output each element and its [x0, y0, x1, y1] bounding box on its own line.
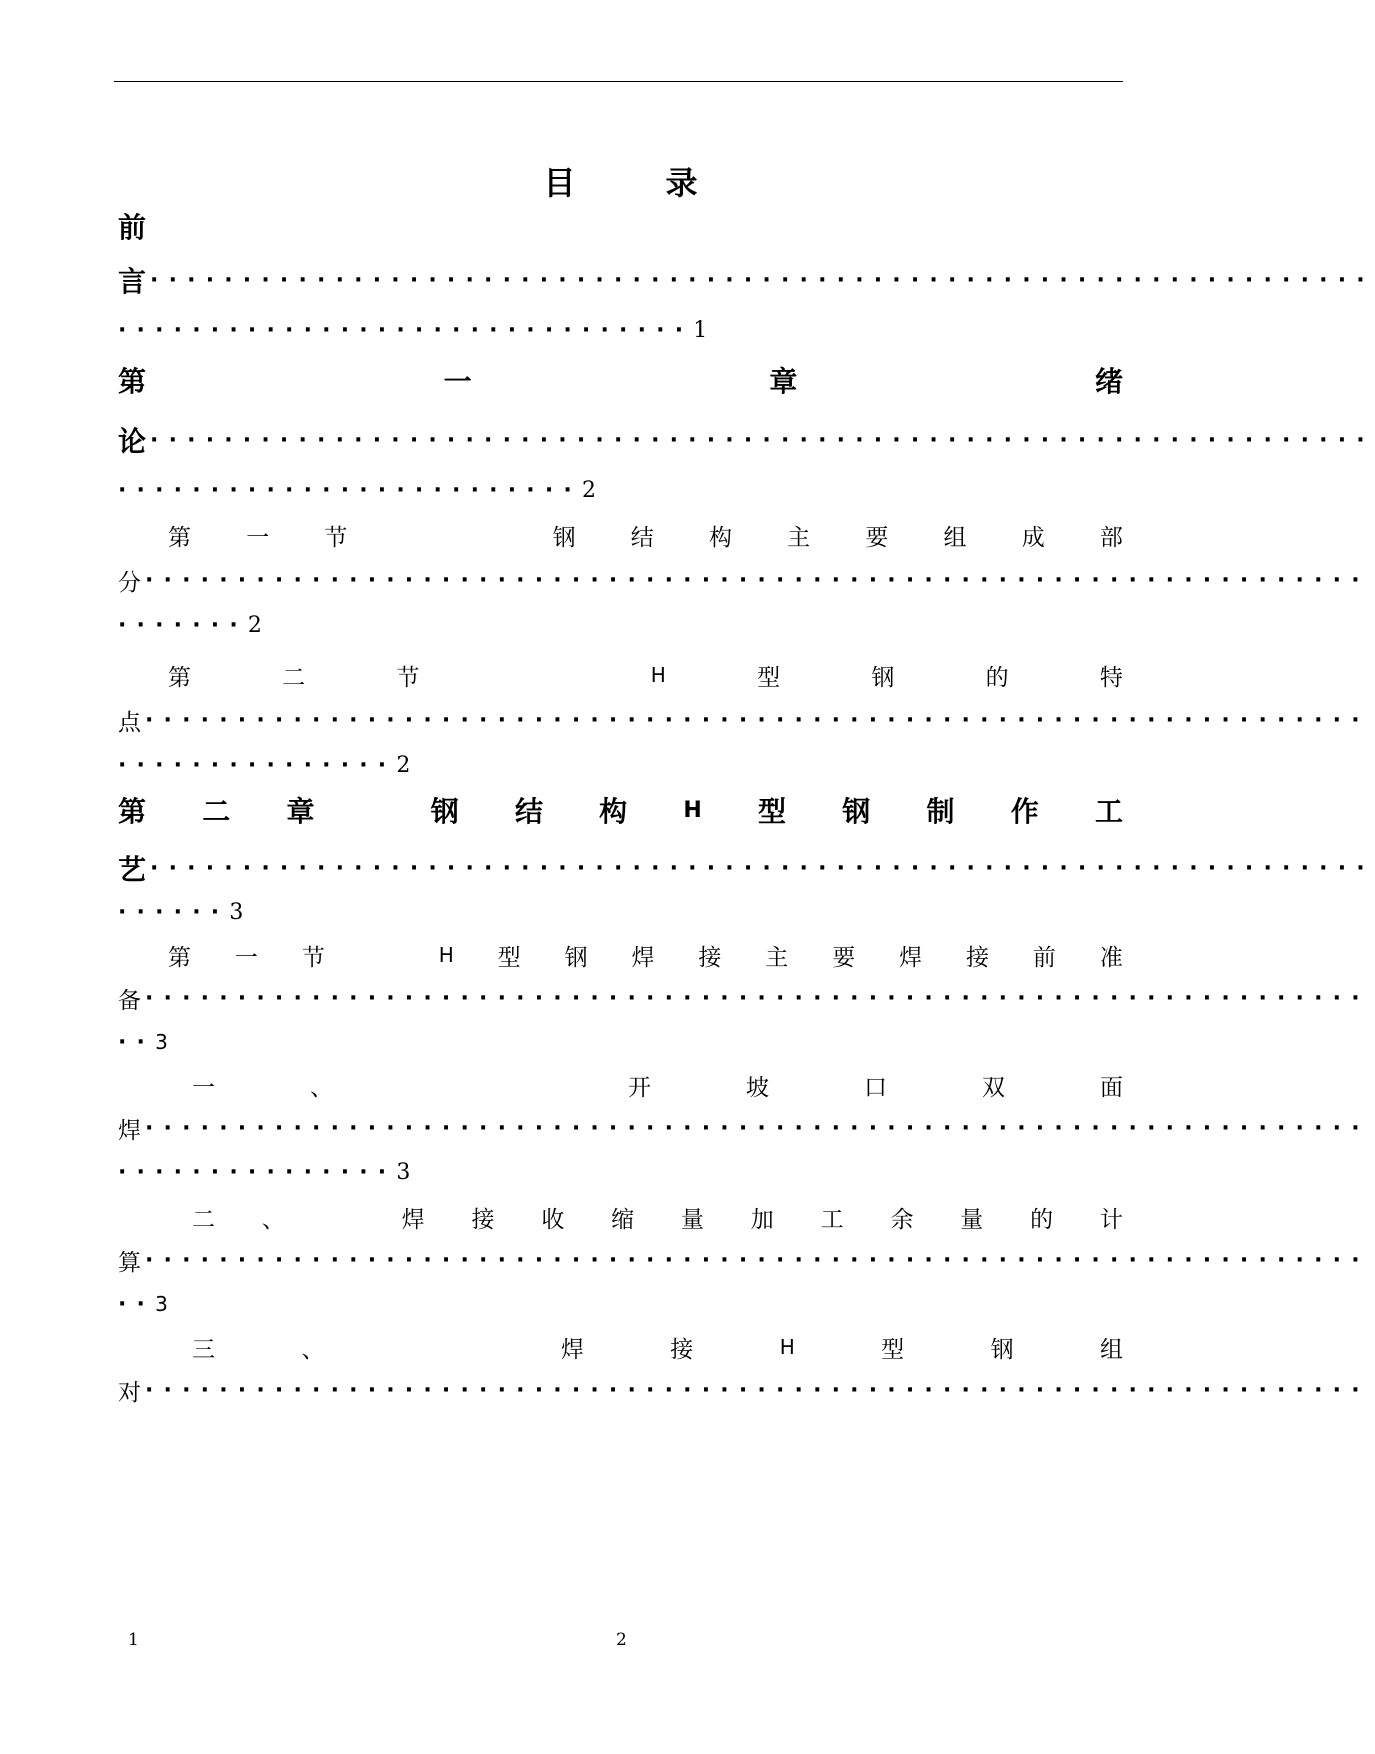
entry-head-char: 主: [787, 524, 811, 551]
footer-page-number: 2: [616, 1630, 627, 1650]
entry-head-char: 要: [865, 524, 889, 551]
toc-entry-chapter1[interactable]: [118, 420, 1375, 460]
dot-leader: ···············: [118, 752, 397, 778]
entry-head-char: 绪: [1094, 365, 1123, 398]
entry-head-char: 一: [246, 524, 270, 551]
entry-lead-char: 对: [118, 1379, 141, 1406]
dot-leader: ·························: [118, 477, 582, 503]
entry-head-char: 工: [1094, 795, 1123, 828]
entry-head-char: 钢: [990, 1336, 1014, 1363]
toc-entry-chapter1-head: [118, 360, 1123, 400]
entry-head-char: 一: [443, 365, 472, 398]
page-number: 1: [693, 317, 708, 343]
entry-head-char: 开: [628, 1074, 651, 1101]
entry-head-char: 接: [471, 1206, 495, 1233]
toc-entry-section1-1[interactable]: [118, 560, 1370, 600]
entry-head-char: 主: [765, 944, 789, 971]
toc-entry-preface-cont: [118, 310, 707, 350]
entry-head-char: 钢: [842, 795, 871, 828]
footer-left-number: 1: [128, 1630, 139, 1650]
dot-leader: ··································································: [145, 1377, 1370, 1403]
entry-lead-char: 言: [118, 265, 147, 298]
toc-entry-item1-cont: [118, 1152, 410, 1192]
page-number: 2: [247, 612, 262, 638]
entry-head-char: 面: [1100, 1074, 1123, 1101]
entry-head-char: 双: [982, 1074, 1005, 1101]
entry-lead-char: 分: [118, 569, 141, 596]
entry-head-char: 焊: [899, 944, 923, 971]
entry-head-char: 前: [1032, 944, 1056, 971]
entry-head-char: 、: [310, 1074, 333, 1101]
dot-leader: ··································································: [145, 707, 1370, 733]
entry-head-char: 焊: [560, 1336, 584, 1363]
entry-head-char: 章: [286, 795, 315, 828]
entry-head-char: 特: [1099, 664, 1123, 691]
entry-head-char: 作: [1010, 795, 1039, 828]
page-number: 3: [155, 1030, 168, 1054]
toc-entry-item3[interactable]: [118, 1370, 1370, 1410]
entry-head-char: 焊: [401, 1206, 425, 1233]
entry-head-char: 章: [769, 365, 798, 398]
entry-head-char: 节: [324, 524, 348, 551]
entry-head-char: 接: [966, 944, 990, 971]
entry-head-char: 构: [599, 795, 628, 828]
entry-lead-char: 算: [118, 1249, 141, 1276]
dot-leader: ··································································: [145, 985, 1370, 1011]
toc-entry-item2-cont: [118, 1284, 168, 1324]
dot-leader: ··································································: [150, 427, 1375, 453]
dot-leader: ··································································: [145, 1247, 1370, 1273]
entry-head-char: 二: [202, 795, 231, 828]
toc-entry-item3-head: [192, 1327, 1123, 1367]
entry-head-char: 收: [541, 1206, 565, 1233]
entry-head-char: 钢: [871, 664, 895, 691]
entry-head-char: 第: [168, 524, 191, 551]
entry-lead-char: 论: [118, 425, 147, 458]
entry-head-char: 节: [301, 944, 325, 971]
title-char: 目: [543, 164, 576, 202]
entry-lead-char: 艺: [118, 853, 147, 886]
entry-head-char: H: [779, 1335, 795, 1359]
dot-leader: ·······: [118, 612, 248, 638]
entry-lead-char: 备: [118, 987, 141, 1014]
entry-head-char: 余: [890, 1206, 914, 1233]
entry-head-char: 部: [1099, 524, 1123, 551]
toc-entry-section2-1-head: [168, 935, 1123, 975]
entry-head-char: H: [650, 663, 666, 687]
toc-entry-item1-head: [192, 1065, 1123, 1105]
toc-entry-chapter1-cont: [118, 470, 596, 510]
entry-head-char: 型: [757, 664, 781, 691]
entry-head-char: 型: [497, 944, 521, 971]
entry-head-char: 缩: [611, 1206, 635, 1233]
page-number: 3: [396, 1159, 411, 1185]
entry-head-char: 钢: [564, 944, 588, 971]
entry-head-char: 接: [698, 944, 722, 971]
dot-leader: ···············: [118, 1159, 397, 1185]
entry-head-char: 型: [758, 795, 787, 828]
entry-head-char: 成: [1021, 524, 1045, 551]
toc-entry-chapter2-cont: [118, 892, 243, 932]
entry-head-char: 焊: [631, 944, 655, 971]
entry-head-char: 计: [1099, 1206, 1123, 1233]
dot-leader: ··································································: [145, 1115, 1370, 1141]
page-number: 3: [229, 899, 244, 925]
entry-head-char: H: [438, 943, 454, 967]
dot-leader: ··: [118, 1291, 156, 1317]
toc-entry-chapter2-head: [118, 790, 1123, 830]
entry-head-char: 结: [514, 795, 543, 828]
entry-head-char: 组: [1100, 1336, 1123, 1363]
entry-head-char: 量: [680, 1206, 704, 1233]
dot-leader: ··································································: [145, 567, 1370, 593]
entry-head-char: 结: [630, 524, 654, 551]
entry-head-char: 制: [926, 795, 955, 828]
toc-entry-preface-head: [118, 208, 1123, 248]
entry-head-char: 型: [881, 1336, 905, 1363]
toc-entry-section1-2[interactable]: [118, 700, 1370, 740]
header-rule: [114, 81, 1123, 82]
entry-head-char: 钢: [430, 795, 459, 828]
toc-entry-preface[interactable]: [118, 260, 1375, 300]
entry-head-char: 量: [960, 1206, 984, 1233]
entry-head-char: 要: [832, 944, 856, 971]
entry-head-char: 第: [118, 365, 147, 398]
entry-head-char: 组: [943, 524, 967, 551]
entry-head-char: 坡: [746, 1074, 769, 1101]
entry-head-char: 节: [396, 664, 420, 691]
entry-head-char: 二: [192, 1206, 215, 1233]
toc-title: [0, 158, 1241, 208]
toc-entry-chapter2[interactable]: [118, 848, 1375, 888]
toc-entry-section1-1-cont: [118, 605, 262, 645]
entry-lead-char: 点: [118, 709, 141, 736]
entry-head-char: 工: [820, 1206, 844, 1233]
entry-head-char: 口: [864, 1074, 887, 1101]
entry-head-char: 一: [234, 944, 258, 971]
toc-entry-item1[interactable]: [118, 1108, 1370, 1148]
entry-head-char: 第: [168, 944, 191, 971]
entry-head-char: 、: [261, 1206, 285, 1233]
entry-head-char: 前: [118, 211, 147, 244]
entry-head-char: 准: [1099, 944, 1123, 971]
entry-head-char: 第: [168, 664, 191, 691]
toc-entry-section2-1-cont: [118, 1022, 168, 1062]
page-number: 3: [155, 1292, 168, 1316]
toc-entry-section1-1-head: [168, 515, 1123, 555]
entry-head-char: 第: [118, 795, 147, 828]
page-number: 2: [581, 477, 596, 503]
entry-head-char: 构: [708, 524, 732, 551]
entry-head-char: 一: [192, 1074, 215, 1101]
toc-entry-section1-2-cont: [118, 745, 410, 785]
entry-head-char: 的: [1030, 1206, 1054, 1233]
entry-lead-char: 焊: [118, 1117, 141, 1144]
page-number: 2: [396, 752, 411, 778]
entry-head-char: 二: [282, 664, 306, 691]
dot-leader: ··································································: [150, 855, 1375, 881]
toc-entry-item2-head: [192, 1197, 1123, 1237]
entry-head-char: 三: [192, 1336, 215, 1363]
dot-leader: ······: [118, 899, 230, 925]
toc-entry-section1-2-head: [168, 655, 1123, 695]
entry-head-char: 、: [301, 1336, 325, 1363]
dot-leader: ·······························: [118, 317, 694, 343]
title-char: 录: [665, 164, 698, 202]
dot-leader: ··································································: [150, 267, 1375, 293]
entry-head-char: 钢: [552, 524, 576, 551]
toc-entry-item2[interactable]: [118, 1240, 1370, 1280]
toc-entry-section2-1[interactable]: [118, 978, 1370, 1018]
entry-head-char: H: [683, 797, 702, 823]
entry-head-char: 加: [750, 1206, 774, 1233]
entry-head-char: 接: [670, 1336, 694, 1363]
entry-head-char: 的: [985, 664, 1009, 691]
dot-leader: ··: [118, 1029, 156, 1055]
